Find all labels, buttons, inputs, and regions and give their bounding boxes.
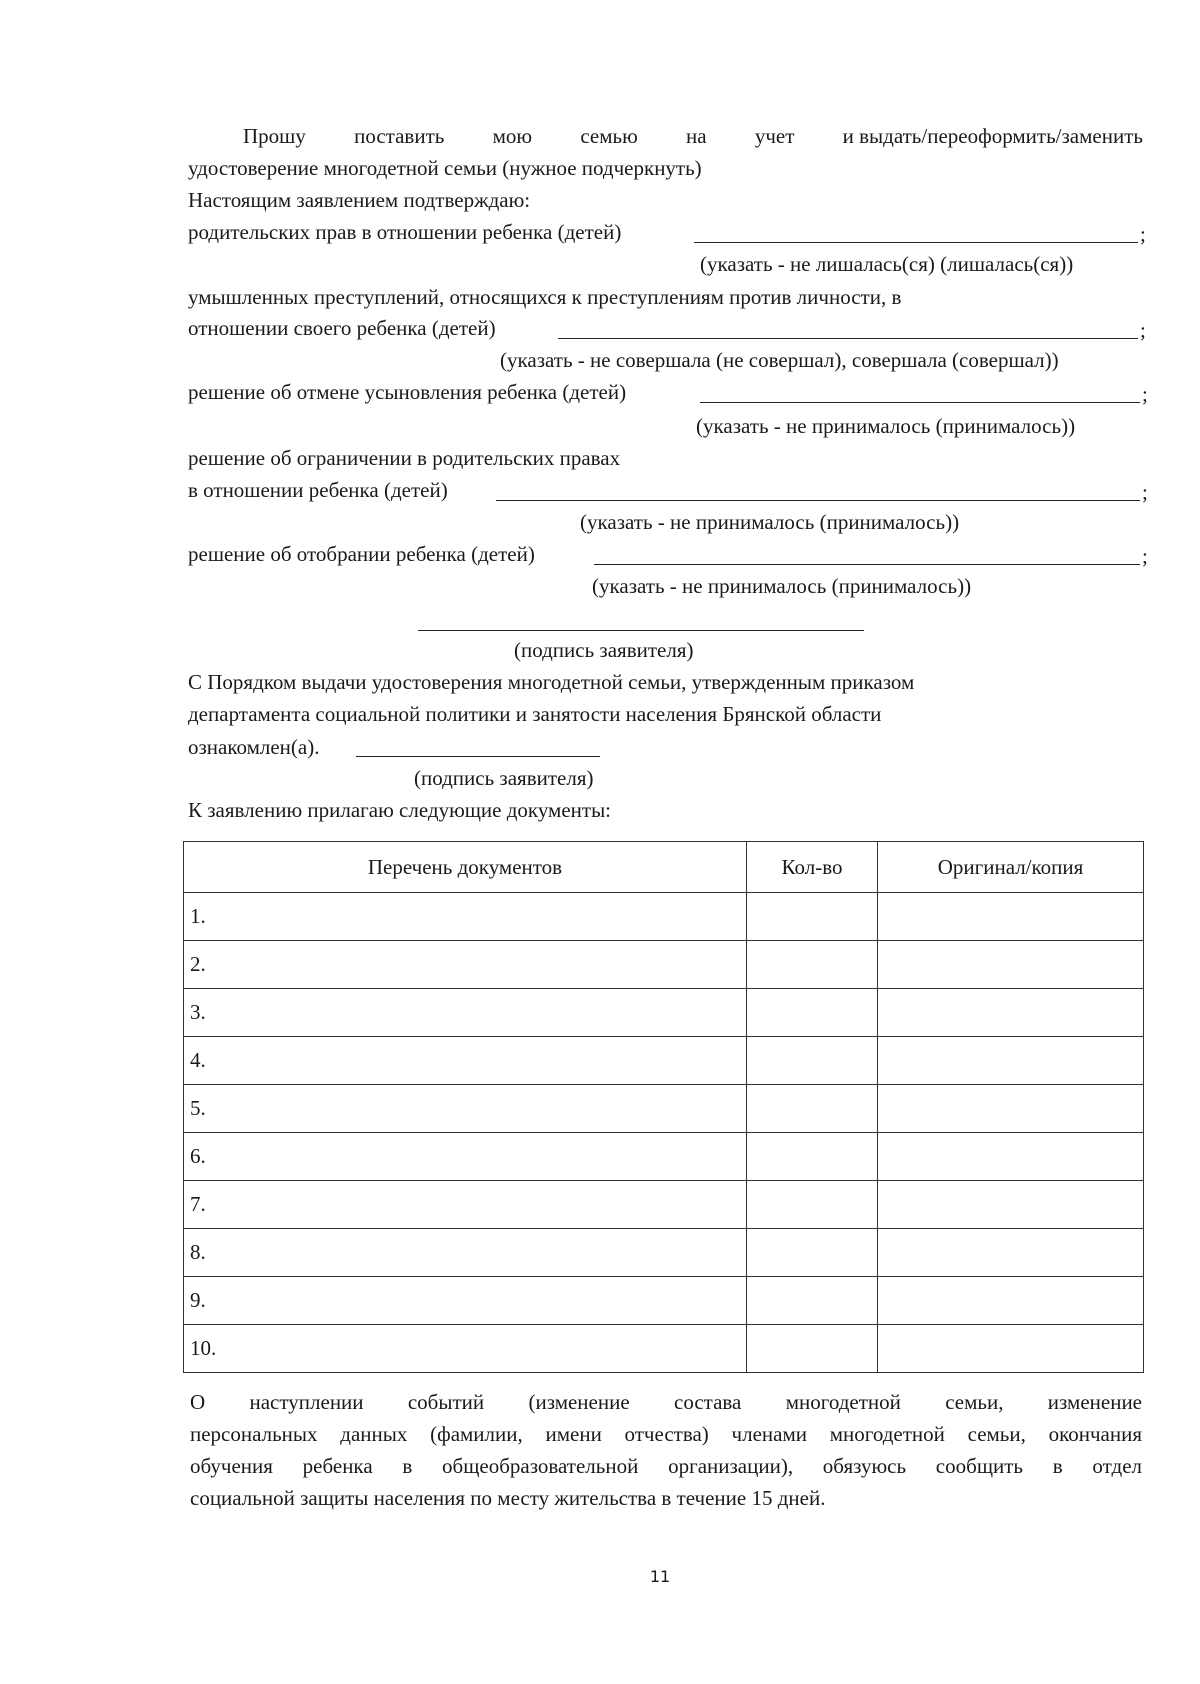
table-row (184, 1037, 1144, 1085)
request-word: семью (580, 124, 638, 148)
attachments-heading: К заявлению прилагаю следующие документы: (188, 798, 612, 822)
row-number[interactable]: 1. (184, 893, 747, 941)
original-copy-cell[interactable] (878, 1133, 1144, 1181)
quantity-cell[interactable] (747, 1181, 878, 1229)
header-quantity: Кол-во (747, 842, 878, 893)
row-number[interactable]: 5. (184, 1085, 747, 1133)
adoption-cancel-hint: (указать - не принималось (принималось)) (696, 414, 1076, 438)
semicolon: ; (1140, 318, 1146, 342)
adoption-cancel-field[interactable] (700, 402, 1140, 403)
table-row (184, 1325, 1144, 1373)
row-number[interactable]: 10. (184, 1325, 747, 1373)
crimes-field[interactable] (558, 338, 1138, 339)
documents-table (183, 841, 1144, 1373)
obligation-line: обучения ребенка в общеобразовательной организации), обязуюсь сообщить в отдел (190, 1454, 1142, 1478)
obligation-line: О наступлении событий (изменение состава многодетной семьи, изменение (190, 1390, 1142, 1414)
confirm-heading: Настоящим заявлением подтверждаю: (188, 188, 531, 212)
procedure-signature-field[interactable] (356, 756, 600, 757)
table-row (184, 1277, 1144, 1325)
procedure-signature-caption: (подпись заявителя) (414, 766, 594, 790)
semicolon: ; (1142, 480, 1148, 504)
obligation-line: социальной защиты населения по месту жительства в течение 15 дней. (190, 1486, 826, 1510)
original-copy-cell[interactable] (878, 941, 1144, 989)
row-number[interactable]: 9. (184, 1277, 747, 1325)
request-word: и выдать/переоформить/заменить (842, 124, 1143, 148)
procedure-line-1: С Порядком выдачи удостоверения многодетной семьи, утвержденным приказом (188, 670, 915, 694)
request-word: мою (492, 124, 533, 148)
row-number[interactable]: 6. (184, 1133, 747, 1181)
table-row (184, 1229, 1144, 1277)
signature-line[interactable] (418, 630, 864, 631)
restriction-label-2: в отношении ребенка (детей) (188, 478, 448, 502)
parental-rights-label: родительских прав в отношении ребенка (детей) (188, 220, 622, 244)
adoption-cancel-label: решение об отмене усыновления ребенка (детей) (188, 380, 627, 404)
original-copy-cell[interactable] (878, 989, 1144, 1037)
original-copy-cell[interactable] (878, 1181, 1144, 1229)
parental-rights-field[interactable] (694, 242, 1138, 243)
obligation-line: персональных данных (фамилии, имени отчества) членами многодетной семьи, окончания (190, 1422, 1142, 1446)
original-copy-cell[interactable] (878, 893, 1144, 941)
obligation-paragraph (190, 1386, 1142, 1514)
request-word: на (686, 124, 707, 148)
table-row (184, 989, 1144, 1037)
row-number[interactable]: 7. (184, 1181, 747, 1229)
row-number[interactable]: 4. (184, 1037, 747, 1085)
semicolon: ; (1142, 382, 1148, 406)
header-documents: Перечень документов (184, 842, 747, 893)
quantity-cell[interactable] (747, 989, 878, 1037)
restriction-hint: (указать - не принималось (принималось)) (580, 510, 960, 534)
row-number[interactable]: 2. (184, 941, 747, 989)
quantity-cell[interactable] (747, 1085, 878, 1133)
procedure-line-3: ознакомлен(а). (188, 735, 320, 759)
procedure-line-2: департамента социальной политики и занятости населения Брянской области (188, 702, 882, 726)
page-number: 11 (649, 1567, 671, 1586)
quantity-cell[interactable] (747, 1325, 878, 1373)
original-copy-cell[interactable] (878, 1229, 1144, 1277)
semicolon: ; (1140, 222, 1146, 246)
quantity-cell[interactable] (747, 1229, 878, 1277)
table-row (184, 1133, 1144, 1181)
request-word: Прошу (243, 124, 306, 148)
request-word: поставить (354, 124, 445, 148)
row-number[interactable]: 3. (184, 989, 747, 1037)
row-number[interactable]: 8. (184, 1229, 747, 1277)
removal-hint: (указать - не принималось (принималось)) (592, 574, 972, 598)
header-original-copy: Оригинал/копия (878, 842, 1144, 893)
table-row (184, 1085, 1144, 1133)
crimes-label-1: умышленных преступлений, относящихся к преступлениям против личности, в (188, 285, 902, 309)
quantity-cell[interactable] (747, 1133, 878, 1181)
removal-label: решение об отобрании ребенка (детей) (188, 542, 535, 566)
table-header-row (184, 842, 1144, 893)
quantity-cell[interactable] (747, 941, 878, 989)
request-word: учет (754, 124, 795, 148)
original-copy-cell[interactable] (878, 1277, 1144, 1325)
crimes-hint: (указать - не совершала (не совершал), совершала (совершал)) (500, 348, 1059, 372)
table-row (184, 941, 1144, 989)
signature-caption: (подпись заявителя) (514, 638, 694, 662)
quantity-cell[interactable] (747, 1037, 878, 1085)
semicolon: ; (1142, 544, 1148, 568)
table-row (184, 893, 1144, 941)
quantity-cell[interactable] (747, 1277, 878, 1325)
table-row (184, 1181, 1144, 1229)
request-line-1 (243, 126, 1143, 147)
request-line-2: удостоверение многодетной семьи (нужное подчеркнуть) (188, 156, 702, 180)
crimes-label-2: отношении своего ребенка (детей) (188, 316, 496, 340)
original-copy-cell[interactable] (878, 1085, 1144, 1133)
original-copy-cell[interactable] (878, 1325, 1144, 1373)
restriction-field[interactable] (496, 500, 1140, 501)
parental-rights-hint: (указать - не лишалась(ся) (лишалась(ся)) (700, 252, 1074, 276)
removal-field[interactable] (594, 564, 1140, 565)
original-copy-cell[interactable] (878, 1037, 1144, 1085)
quantity-cell[interactable] (747, 893, 878, 941)
restriction-label-1: решение об ограничении в родительских правах (188, 446, 621, 470)
